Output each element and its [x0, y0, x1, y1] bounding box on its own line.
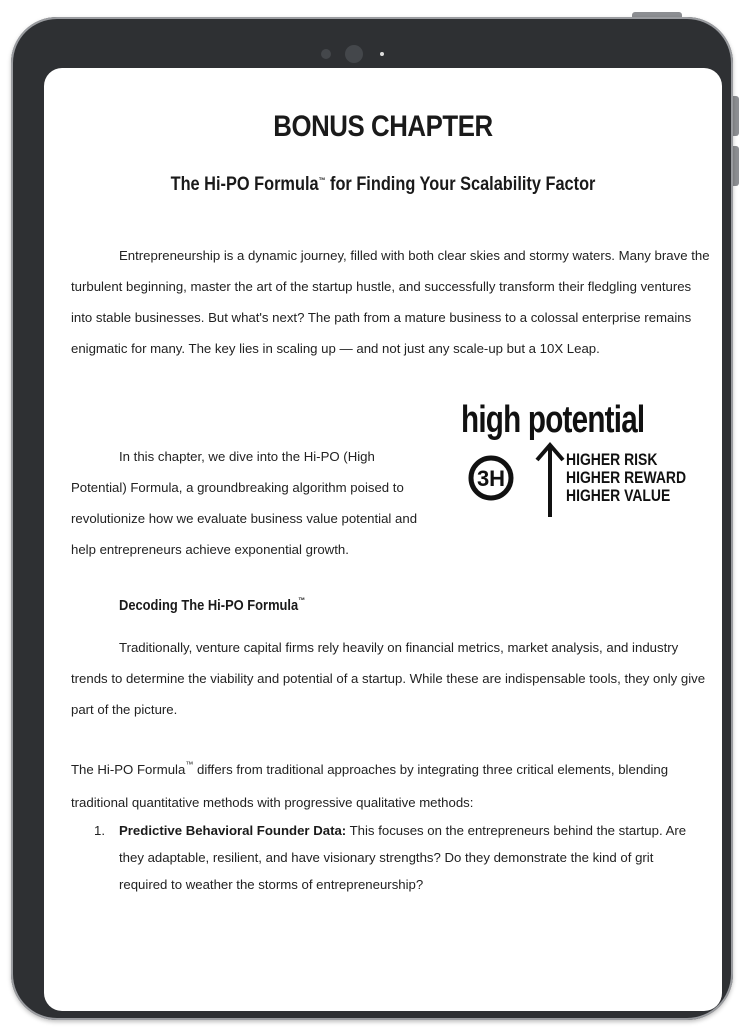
formula-name: The Hi-PO Formula — [71, 762, 186, 777]
trademark-mark: ™ — [318, 176, 326, 185]
section-heading — [119, 596, 305, 614]
list-number: 1. — [94, 823, 105, 838]
section-heading-text: Decoding The Hi-PO Formula — [119, 597, 299, 614]
higher-risk-label: HIGHER RISK — [566, 450, 658, 469]
chapter-subtitle — [91, 174, 674, 196]
intro-paragraph — [71, 240, 711, 364]
trademark-mark: ™ — [185, 760, 194, 769]
chapter-paragraph — [71, 441, 431, 565]
intro-paragraph-text: Entrepreneurship is a dynamic journey, filled with both clear skies and stormy waters. Many brave the turbulent beginning, master the art of the startup hustle, and successfully transform their fledgling ventures into stable businesses. But what's next? The path from a mature business to a colossal enterprise remains enigmatic for many. The key lies in scaling up — and not just any scale-up but a 10X Leap. — [71, 248, 710, 356]
subtitle-text: The Hi-PO Formula — [170, 174, 319, 195]
formula-paragraph-text: differs from traditional approaches by integrating three critical elements, blending traditional quantitative methods with progressive qualitative methods: — [71, 762, 669, 810]
volume-down-button — [733, 146, 739, 186]
volume-up-button — [733, 96, 739, 136]
camera-icon — [345, 45, 363, 63]
high-potential-heading: high potential — [461, 399, 645, 441]
formula-paragraph — [71, 748, 711, 819]
tablet-frame — [11, 17, 733, 1020]
trademark-mark: ™ — [298, 596, 306, 605]
subtitle-text-rest: for Finding Your Scalability Factor — [325, 174, 596, 195]
document-page — [44, 68, 722, 1011]
chapter-paragraph-text: In this chapter, we dive into the Hi-PO (High Potential) Formula, a groundbreaking algorithm poised to revolutionize how we evaluate business value potential and help entrepreneurs achieve exponential growth. — [71, 449, 418, 557]
high-potential-graphic — [461, 399, 701, 519]
tablet-screen[interactable] — [44, 68, 722, 1011]
body-paragraph — [71, 632, 711, 725]
elements-list — [94, 817, 704, 898]
badge-label: 3H — [476, 466, 506, 491]
body-paragraph-text: Traditionally, venture capital firms rely heavily on financial metrics, market analysis, and industry trends to determine the viability and potential of a startup. While these are indispensable tools, they only give part of the picture. — [71, 640, 706, 717]
sensor-icon — [321, 49, 331, 59]
list-item — [94, 817, 704, 898]
list-item-title: Predictive Behavioral Founder Data: — [119, 823, 347, 838]
list-item-text: This focuses on the entrepreneurs behind the startup. Are they adaptable, resilient, and have visionary strengths? Do they demonstrate the kind of grit required to weather the storms of entrepreneurship? — [119, 823, 687, 892]
higher-value-label: HIGHER VALUE — [566, 486, 671, 505]
indicator-light-icon — [380, 52, 384, 56]
higher-reward-label: HIGHER REWARD — [566, 468, 687, 487]
chapter-title: BONUS CHAPTER — [273, 110, 493, 143]
